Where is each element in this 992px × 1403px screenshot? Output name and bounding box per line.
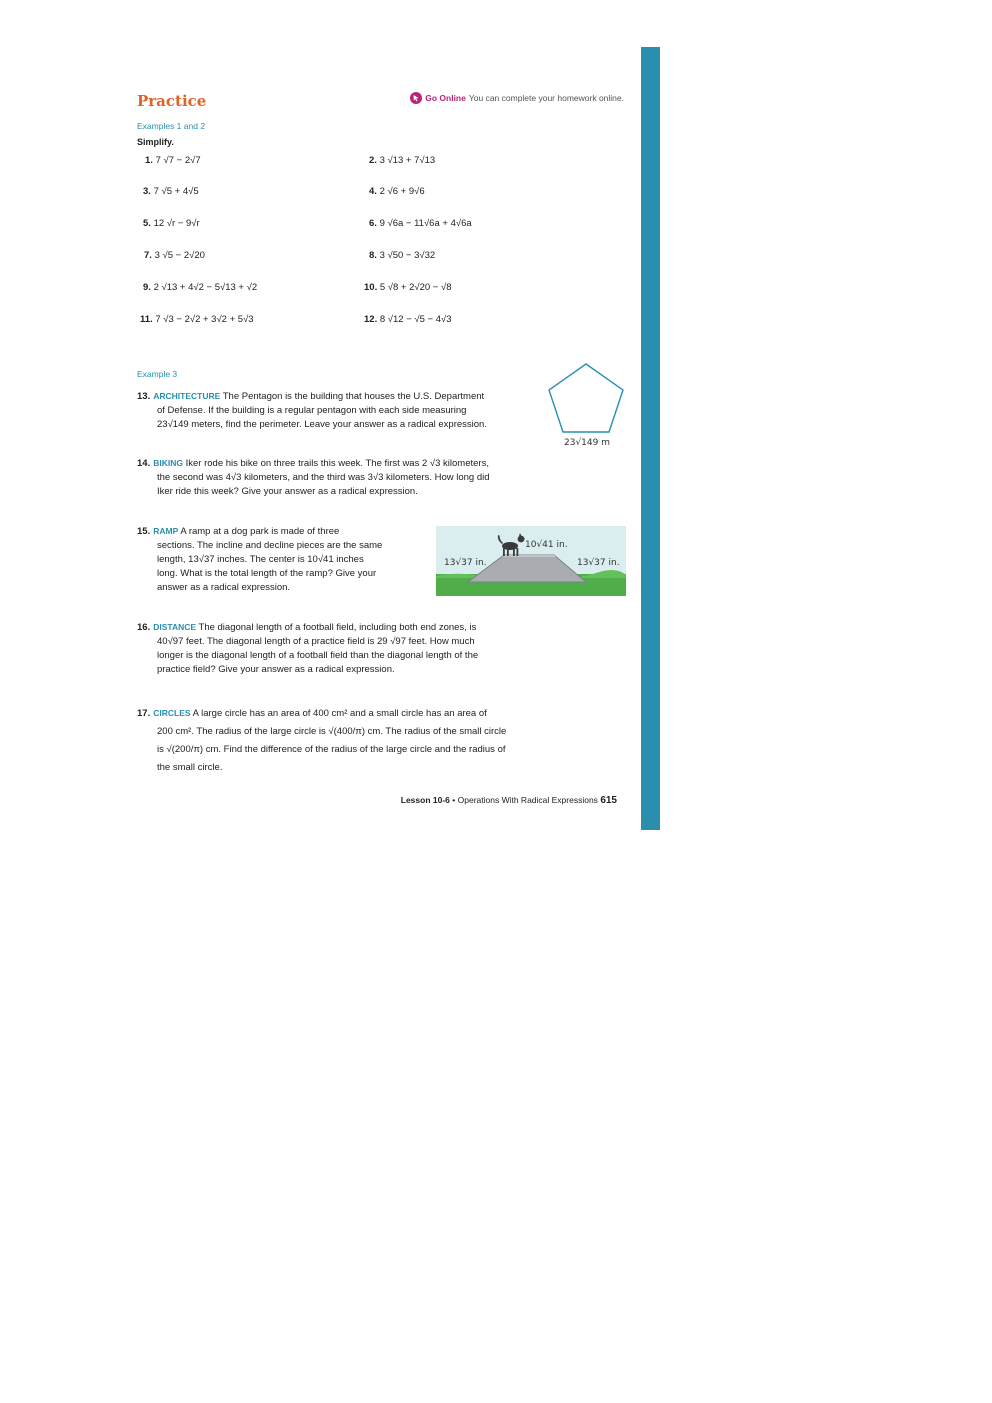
problem-text: is √(200/π) cm. Find the difference of the radius of the large circle and the radius of — [157, 744, 506, 755]
problem-text: A ramp at a dog park is made of three — [180, 526, 340, 537]
page-footer — [401, 795, 617, 806]
problem-expression: 5 √8 + 2√20 − √8 — [379, 282, 452, 293]
footer-lesson: Lesson 10-6 — [400, 795, 450, 805]
problem-15 — [137, 524, 427, 595]
problem-text: of Defense. If the building is a regular pentagon with each side measuring — [157, 405, 467, 416]
problem-number: 13. — [137, 391, 151, 402]
problem-5 — [143, 218, 200, 229]
ramp-figure — [436, 526, 626, 596]
problem-number: 6. — [369, 218, 377, 229]
problem-keyword: DISTANCE — [153, 622, 197, 632]
problem-expression: 3 √5 − 2√20 — [154, 250, 205, 261]
ramp-right-label: 13√37 in. — [577, 558, 620, 568]
problem-14 — [137, 456, 557, 499]
problem-number: 16. — [137, 622, 151, 633]
problem-text: 23√149 meters, find the perimeter. Leave your answer as a radical expression. — [157, 419, 487, 430]
problem-number: 4. — [369, 186, 377, 197]
go-online-link[interactable]: Go Online — [425, 93, 466, 103]
go-online-note — [410, 92, 624, 104]
cursor-icon — [410, 92, 422, 104]
problem-text: long. What is the total length of the ramp? Give your — [157, 568, 377, 579]
problem-keyword: BIKING — [153, 458, 183, 468]
pentagon-figure — [545, 362, 627, 454]
problem-7 — [144, 250, 205, 261]
problem-number: 17. — [137, 708, 151, 719]
problem-keyword: RAMP — [153, 526, 179, 536]
problem-3 — [143, 186, 199, 197]
problem-number: 11. — [140, 314, 153, 325]
problem-keyword: CIRCLES — [153, 708, 191, 718]
problem-number: 12. — [364, 314, 378, 325]
problem-4 — [369, 186, 425, 197]
problem-11 — [140, 314, 254, 325]
problem-number: 3. — [143, 186, 151, 197]
problem-text: 200 cm². The radius of the large circle is √(400/π) cm. The radius of the small circle — [157, 726, 507, 737]
problem-text: practice field? Give your answer as a radical expression. — [157, 664, 395, 675]
examples-label: Examples 1 and 2 — [137, 121, 206, 131]
problem-text: A large circle has an area of 400 cm² and a small circle has an area of — [192, 708, 487, 719]
problem-number: 14. — [137, 458, 151, 469]
problem-2 — [369, 155, 435, 166]
problem-text: sections. The incline and decline pieces are the same — [157, 540, 383, 551]
problem-12 — [364, 314, 452, 325]
page-number: 615 — [600, 795, 617, 806]
problem-expression: 7 √3 − 2√2 + 3√2 + 5√3 — [155, 314, 254, 325]
problem-text: the second was 4√3 kilometers, and the third was 3√3 kilometers. How long did — [157, 472, 490, 483]
footer-separator: • — [452, 795, 456, 805]
problem-text: longer is the diagonal length of a football field than the diagonal length of the — [157, 650, 479, 661]
problem-text: Iker ride this week? Give your answer as a radical expression. — [157, 486, 418, 497]
problem-expression: 3 √13 + 7√13 — [379, 155, 436, 166]
footer-title: Operations With Radical Expressions — [457, 795, 598, 805]
problem-expression: 12 √r − 9√r — [153, 218, 200, 229]
problem-8 — [369, 250, 435, 261]
problem-text: The diagonal length of a football field, including both end zones, is — [198, 622, 477, 633]
problem-number: 1. — [145, 155, 153, 166]
section-title: Practice — [137, 92, 207, 110]
problem-expression: 2 √13 + 4√2 − 5√13 + √2 — [153, 282, 258, 293]
problem-expression: 9 √6a − 11√6a + 4√6a — [379, 218, 472, 229]
problem-16 — [137, 620, 557, 677]
problem-number: 8. — [369, 250, 377, 261]
problem-number: 15. — [137, 526, 151, 537]
pentagon-shape — [549, 364, 623, 432]
ramp-center-label: 10√41 in. — [525, 540, 568, 550]
problem-keyword: ARCHITECTURE — [153, 391, 221, 401]
problem-number: 10. — [364, 282, 378, 293]
instruction: Simplify. — [137, 137, 174, 147]
problem-expression: 3 √50 − 3√32 — [379, 250, 436, 261]
pentagon-side-label: 23√149 m — [564, 438, 610, 448]
problem-9 — [143, 282, 257, 293]
problem-expression: 7 √7 − 2√7 — [155, 155, 201, 166]
problem-number: 2. — [369, 155, 377, 166]
problem-text: The Pentagon is the building that houses the U.S. Department — [222, 391, 485, 402]
example3-label: Example 3 — [137, 369, 178, 379]
problem-number: 9. — [143, 282, 151, 293]
problem-expression: 7 √5 + 4√5 — [153, 186, 199, 197]
problem-text: 40√97 feet. The diagonal length of a practice field is 29 √97 feet. How much — [157, 636, 475, 647]
problem-number: 5. — [143, 218, 151, 229]
page-edge-bar — [641, 47, 660, 830]
problem-expression: 8 √12 − √5 − 4√3 — [379, 314, 452, 325]
problem-text: Iker rode his bike on three trails this week. The first was 2 √3 kilometers, — [185, 458, 489, 469]
problem-number: 7. — [144, 250, 152, 261]
problem-17 — [137, 704, 567, 777]
go-online-text: You can complete your homework online. — [468, 93, 624, 103]
problem-text: answer as a radical expression. — [157, 582, 291, 593]
problem-expression: 2 √6 + 9√6 — [379, 186, 425, 197]
problem-text: length, 13√37 inches. The center is 10√41 inches — [157, 554, 364, 565]
problem-6 — [369, 218, 472, 229]
problem-1 — [145, 155, 201, 166]
problem-text: the small circle. — [157, 762, 223, 773]
ramp-left-label: 13√37 in. — [444, 558, 487, 568]
problem-10 — [364, 282, 452, 293]
problem-13 — [137, 389, 547, 432]
